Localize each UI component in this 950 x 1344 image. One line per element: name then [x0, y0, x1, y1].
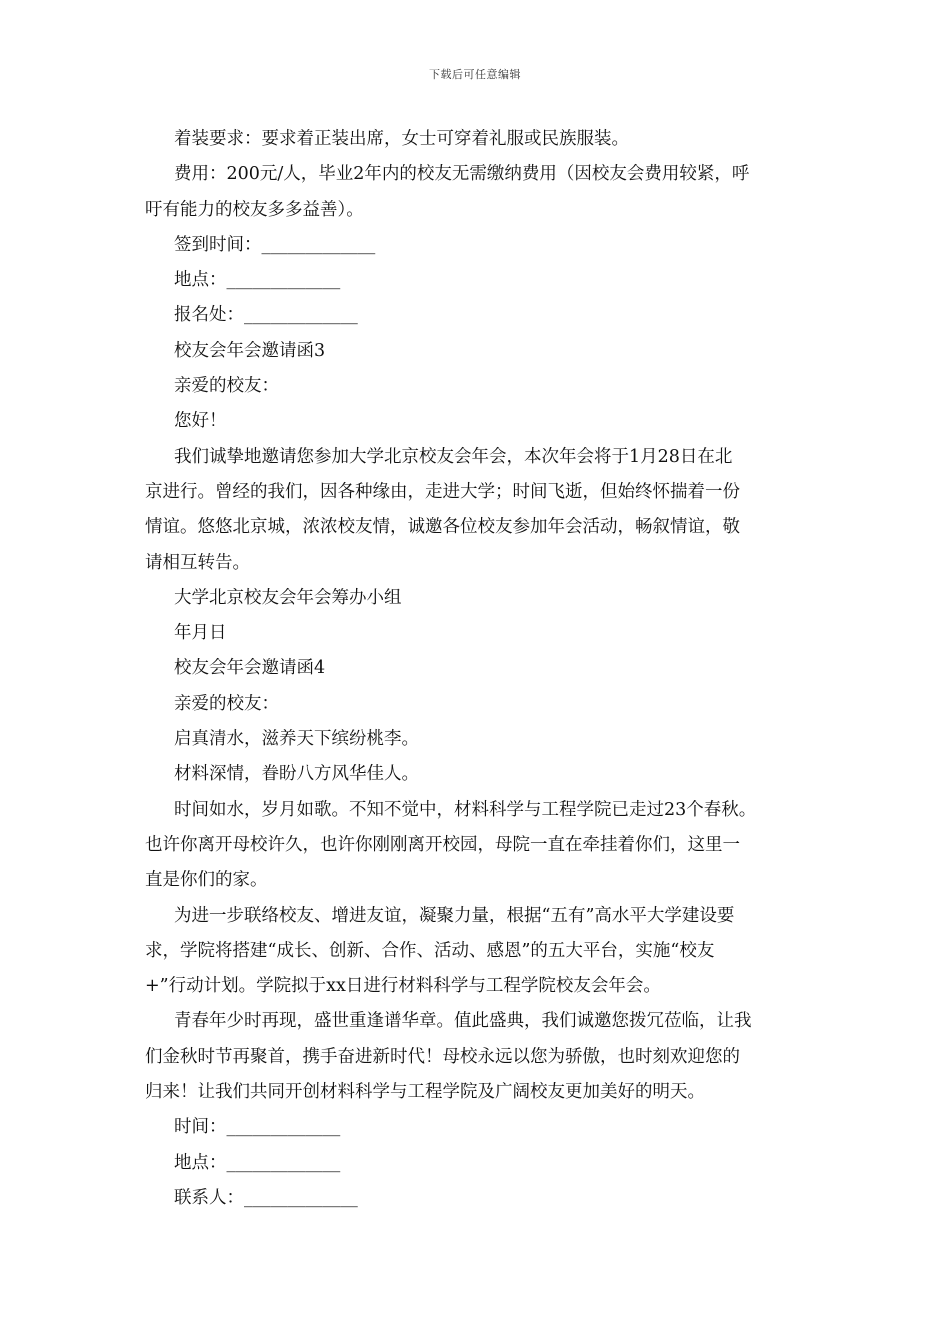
text-line: 京进行。曾经的我们，因各种缘由，走进大学；时间飞逝，但始终怀揣着一份	[145, 481, 740, 502]
text-line: 为进一步联络校友、增进友谊，凝聚力量，根据“五有”高水平大学建设要	[174, 905, 735, 926]
text-line: 地点：_____________	[174, 270, 341, 291]
text-line: 启真清水，滋养天下缤纷桃李。	[174, 729, 419, 750]
text-line: 年月日	[174, 623, 227, 644]
page-header: 下载后可任意编辑	[429, 68, 521, 81]
text-line: 归来！让我们共同开创材料科学与工程学院及广阔校友更加美好的明天。	[145, 1082, 705, 1103]
text-line: 亲爱的校友：	[174, 376, 279, 397]
text-line: 材料深情，眷盼八方风华佳人。	[174, 764, 419, 785]
text-line: 情谊。悠悠北京城，浓浓校友情，诚邀各位校友参加年会活动，畅叙情谊，敬	[145, 517, 740, 538]
text-line: 亲爱的校友：	[174, 693, 279, 714]
text-line: 费用：200元/人，毕业2年内的校友无需缴纳费用（因校友会费用较紧，呼	[174, 164, 750, 185]
text-line: 着装要求：要求着正装出席，女士可穿着礼服或民族服装。	[174, 129, 629, 149]
text-line: 也许你离开母校许久，也许你刚刚离开校园，母院一直在牵挂着你们，这里一	[145, 834, 740, 855]
text-line: +”行动计划。学院拟于xx日进行材料科学与工程学院校友会年会。	[145, 976, 661, 997]
text-line: 时间：_____________	[174, 1117, 341, 1138]
text-line: 请相互转告。	[145, 552, 250, 573]
text-line: 我们诚挚地邀请您参加大学北京校友会年会，本次年会将于1月28日在北	[174, 446, 733, 467]
text-line: 求，学院将搭建“成长、创新、合作、活动、感恩”的五大平台，实施“校友	[145, 940, 715, 961]
text-line: 联系人：_____________	[174, 1187, 358, 1208]
text-line: 吁有能力的校友多多益善）。	[145, 199, 364, 220]
text-line: 您好！	[174, 411, 227, 432]
document-body	[145, 122, 810, 1216]
text-line: 们金秋时节再聚首，携手奋进新时代！母校永远以您为骄傲，也时刻欢迎您的	[145, 1046, 740, 1067]
text-line: 校友会年会邀请函4	[174, 658, 326, 679]
text-line: 大学北京校友会年会筹办小组	[174, 587, 402, 608]
text-line: 青春年少时再现，盛世重逢谱华章。值此盛典，我们诚邀您拨冗莅临，让我	[174, 1011, 752, 1032]
text-line: 校友会年会邀请函3	[174, 340, 326, 361]
text-line: 签到时间：_____________	[174, 234, 376, 255]
text-line: 报名处：_____________	[174, 305, 358, 326]
text-line: 地点：_____________	[174, 1152, 341, 1173]
text-line: 直是你们的家。	[145, 870, 268, 891]
text-line: 时间如水，岁月如歌。不知不觉中，材料科学与工程学院已走过23个春秋。	[174, 799, 757, 820]
